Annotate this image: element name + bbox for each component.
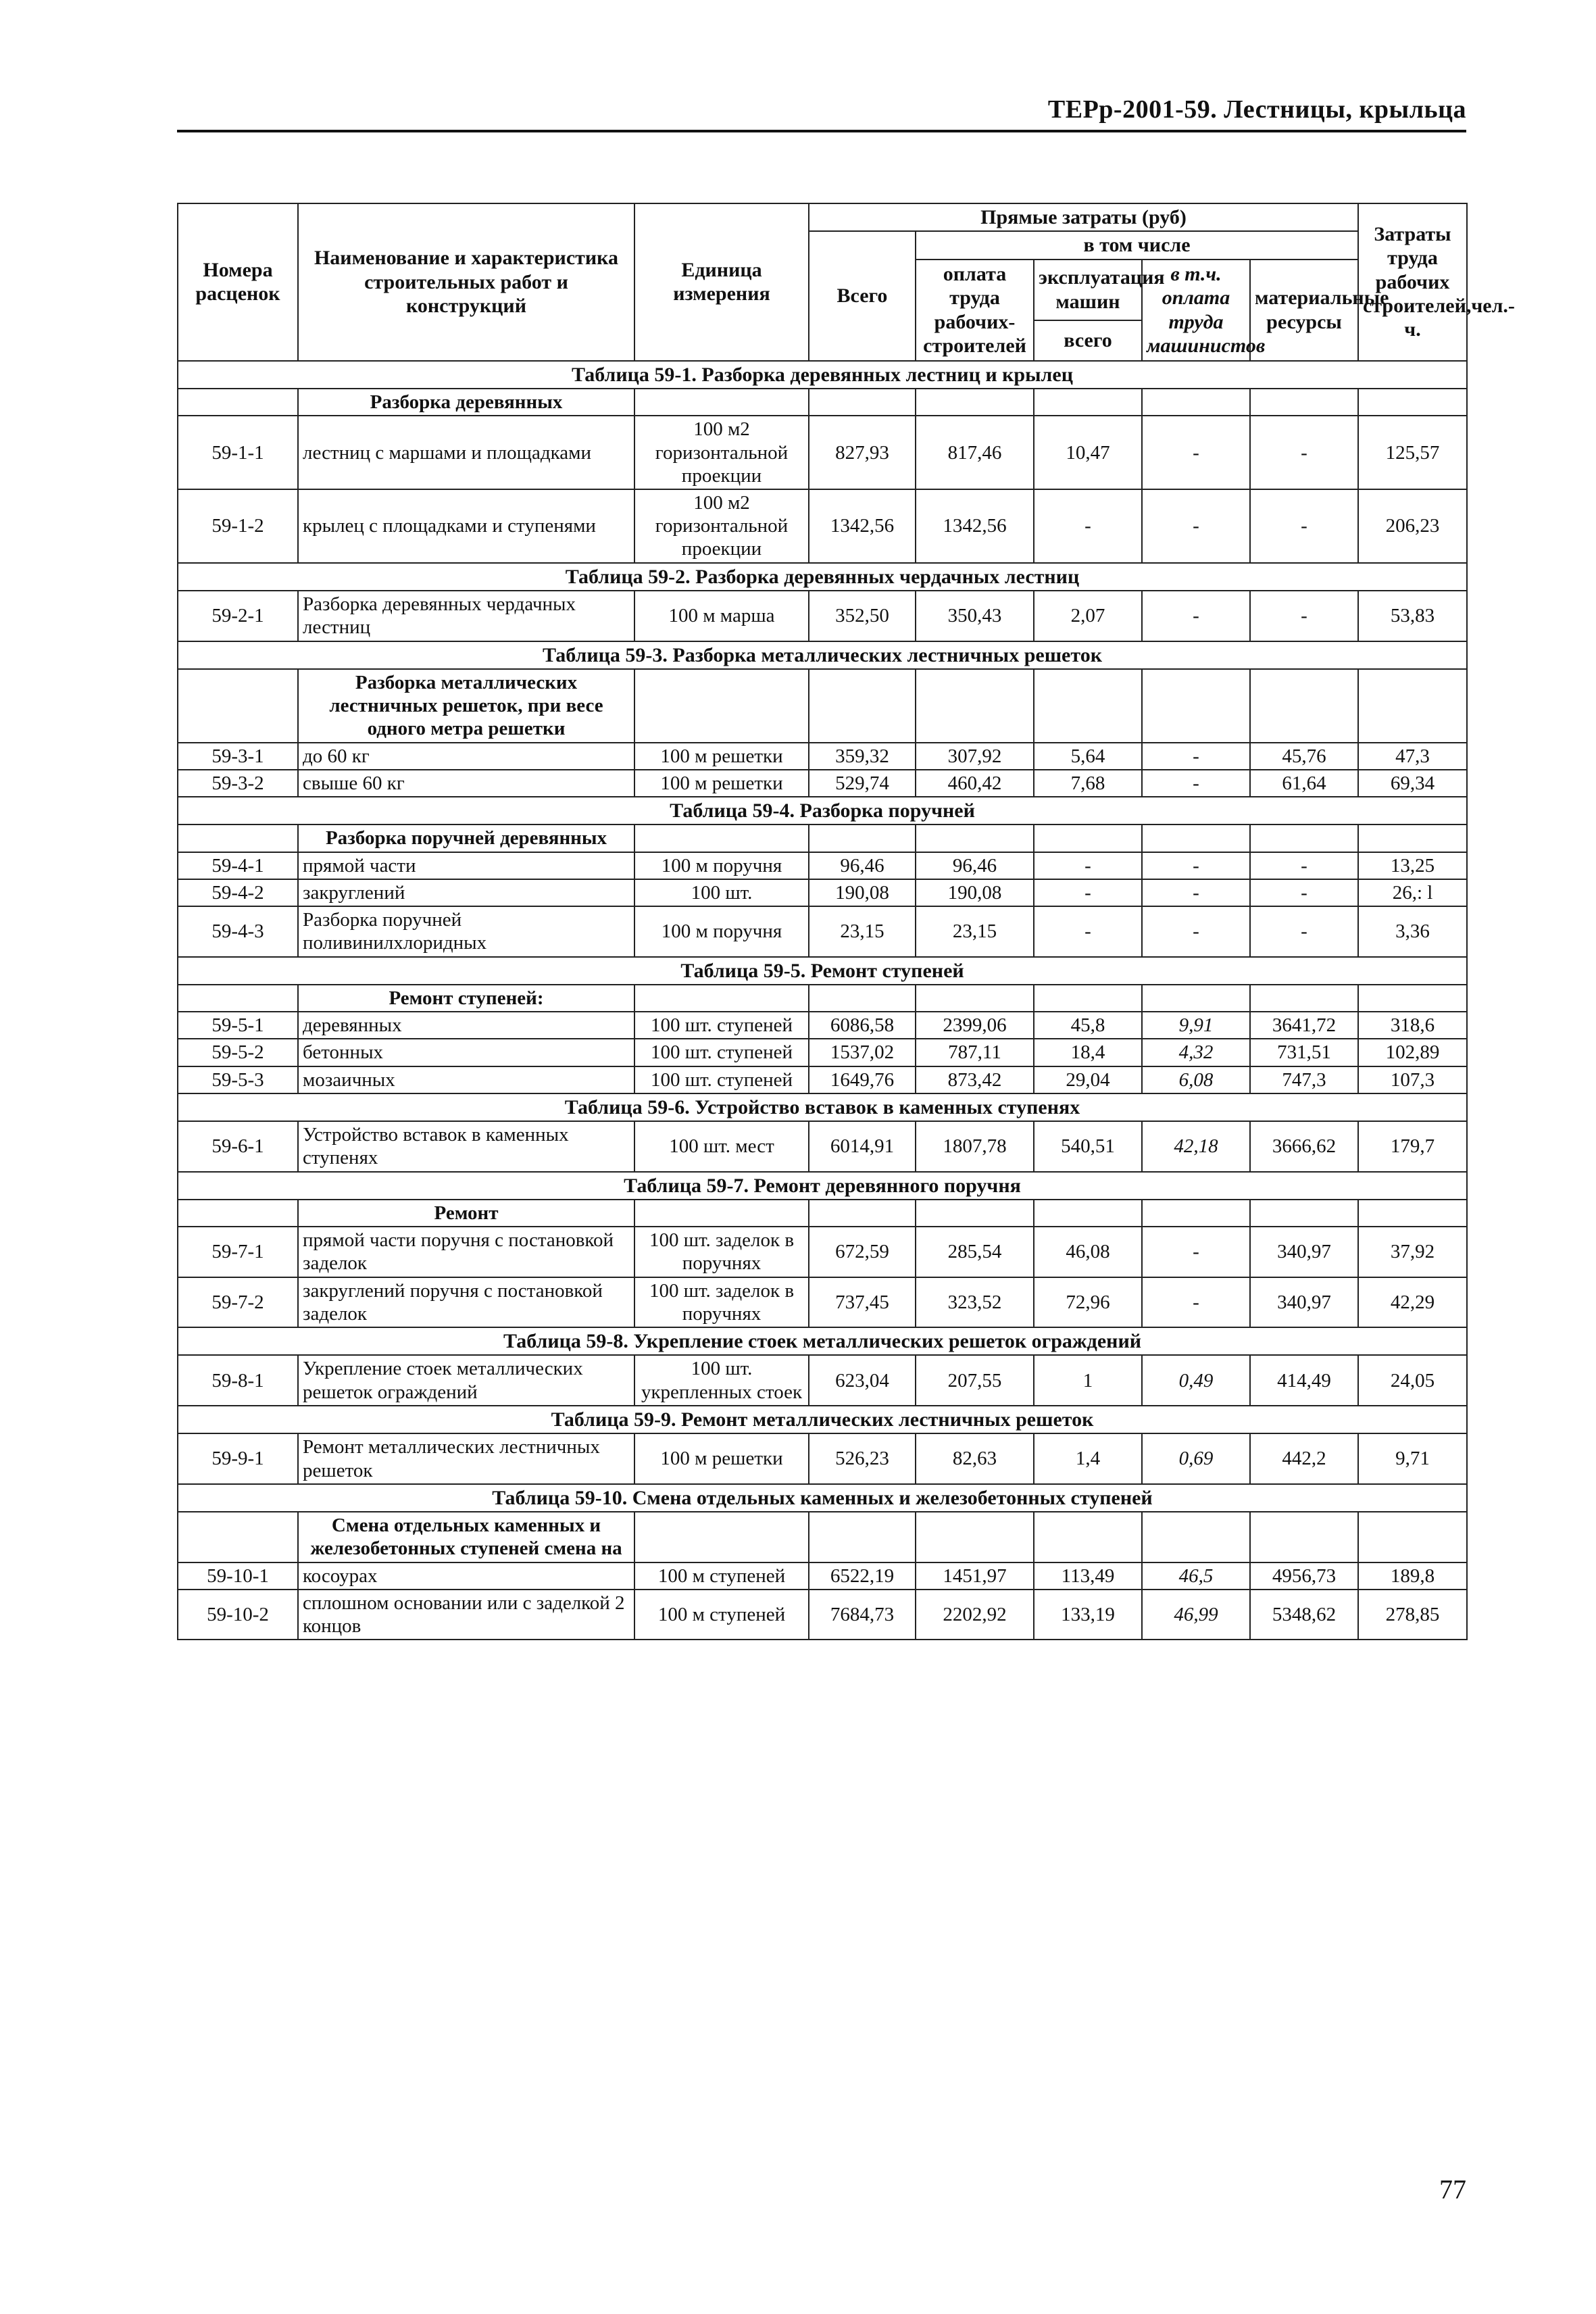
row-name: Разборка поручней поливинилхлоридных: [298, 906, 634, 956]
empty-cell: [1358, 824, 1467, 852]
row-total: 6014,91: [809, 1121, 916, 1171]
empty-cell: [634, 1512, 809, 1562]
section-title-row: [178, 957, 1467, 985]
table-row: [178, 852, 1467, 879]
row-machine-labor: -: [1142, 906, 1250, 956]
row-labor-hours: 179,7: [1358, 1121, 1467, 1171]
row-total: 526,23: [809, 1433, 916, 1483]
row-machine-labor: -: [1142, 489, 1250, 563]
row-unit: 100 м решетки: [634, 1433, 809, 1483]
row-unit: 100 м2 горизонтальной проекции: [634, 489, 809, 563]
row-labor-hours: 47,3: [1358, 743, 1467, 770]
row-name: Разборка деревянных чердачных лестниц: [298, 591, 634, 641]
row-code: 59-3-1: [178, 743, 298, 770]
empty-cell: [1034, 389, 1142, 416]
section-title: Таблица 59-10. Смена отдельных каменных и железобетонных ступеней: [178, 1484, 1467, 1512]
row-machine-total: 2,07: [1034, 591, 1142, 641]
row-name: Укрепление стоек металлических решеток ограждений: [298, 1355, 634, 1405]
empty-cell: [1250, 985, 1358, 1012]
row-labor-pay: 307,92: [916, 743, 1034, 770]
empty-cell: [809, 669, 916, 743]
subheading-row: [178, 824, 1467, 852]
subheading: Ремонт ступеней:: [298, 985, 634, 1012]
row-unit: 100 шт.: [634, 879, 809, 906]
row-machine-total: 46,08: [1034, 1227, 1142, 1277]
empty-cell: [809, 389, 916, 416]
empty-cell: [1358, 669, 1467, 743]
row-labor-hours: 3,36: [1358, 906, 1467, 956]
row-code: 59-8-1: [178, 1355, 298, 1405]
row-name: прямой части поручня с постановкой заделок: [298, 1227, 634, 1277]
row-name: закруглений: [298, 879, 634, 906]
table-row: [178, 1590, 1467, 1640]
row-code: 59-3-2: [178, 770, 298, 797]
row-labor-hours: 69,34: [1358, 770, 1467, 797]
row-machine-total: 72,96: [1034, 1277, 1142, 1327]
row-labor-hours: 102,89: [1358, 1039, 1467, 1066]
row-code: 59-7-2: [178, 1277, 298, 1327]
row-materials: 747,3: [1250, 1066, 1358, 1093]
row-unit: 100 шт. мест: [634, 1121, 809, 1171]
row-labor-pay: 323,52: [916, 1277, 1034, 1327]
row-code: 59-2-1: [178, 591, 298, 641]
row-unit: 100 шт. укрепленных стоек: [634, 1355, 809, 1405]
empty-cell: [1034, 1512, 1142, 1562]
header-labor-pay: оплата труда рабочих-строителей: [916, 260, 1034, 361]
empty-cell: [178, 389, 298, 416]
row-code: 59-9-1: [178, 1433, 298, 1483]
row-labor-hours: 24,05: [1358, 1355, 1467, 1405]
header-machine-op: эксплуатация машин: [1034, 260, 1142, 320]
section-title: Таблица 59-7. Ремонт деревянного поручня: [178, 1172, 1467, 1200]
row-code: 59-4-3: [178, 906, 298, 956]
header-materials: материальные ресурсы: [1250, 260, 1358, 361]
row-materials: 731,51: [1250, 1039, 1358, 1066]
row-total: 23,15: [809, 906, 916, 956]
row-machine-total: -: [1034, 879, 1142, 906]
table-row: [178, 1039, 1467, 1066]
row-labor-hours: 107,3: [1358, 1066, 1467, 1093]
row-code: 59-5-1: [178, 1012, 298, 1039]
section-title-row: [178, 797, 1467, 824]
row-total: 6086,58: [809, 1012, 916, 1039]
row-labor-pay: 1807,78: [916, 1121, 1034, 1171]
row-machine-total: 1: [1034, 1355, 1142, 1405]
empty-cell: [178, 985, 298, 1012]
row-labor-hours: 125,57: [1358, 416, 1467, 489]
section-title: Таблица 59-5. Ремонт ступеней: [178, 957, 1467, 985]
row-unit: 100 м ступеней: [634, 1562, 809, 1590]
row-labor-pay: 350,43: [916, 591, 1034, 641]
row-machine-labor: 9,91: [1142, 1012, 1250, 1039]
row-unit: 100 шт. заделок в поручнях: [634, 1277, 809, 1327]
row-machine-labor: -: [1142, 852, 1250, 879]
row-name: закруглений поручня с постановкой заделок: [298, 1277, 634, 1327]
empty-cell: [634, 824, 809, 852]
table-row: [178, 489, 1467, 563]
row-labor-pay: 2202,92: [916, 1590, 1034, 1640]
row-labor-pay: 96,46: [916, 852, 1034, 879]
table-row: [178, 1066, 1467, 1093]
row-name: мозаичных: [298, 1066, 634, 1093]
empty-cell: [916, 824, 1034, 852]
empty-cell: [1358, 389, 1467, 416]
header-machine-labor: в т.ч. оплата труда машинистов: [1142, 260, 1250, 361]
row-name: прямой части: [298, 852, 634, 879]
empty-cell: [1250, 1200, 1358, 1227]
header-machine-total: всего: [1034, 320, 1142, 361]
row-materials: 442,2: [1250, 1433, 1358, 1483]
row-total: 827,93: [809, 416, 916, 489]
header-including: в том числе: [916, 231, 1358, 259]
row-name: Устройство вставок в каменных ступенях: [298, 1121, 634, 1171]
empty-cell: [1358, 985, 1467, 1012]
row-labor-hours: 53,83: [1358, 591, 1467, 641]
row-machine-labor: 6,08: [1142, 1066, 1250, 1093]
section-title-row: [178, 563, 1467, 591]
row-total: 190,08: [809, 879, 916, 906]
row-labor-pay: 817,46: [916, 416, 1034, 489]
row-name: сплошном основании или с заделкой 2 концов: [298, 1590, 634, 1640]
row-total: 352,50: [809, 591, 916, 641]
empty-cell: [1034, 824, 1142, 852]
row-total: 1342,56: [809, 489, 916, 563]
row-code: 59-10-2: [178, 1590, 298, 1640]
row-code: 59-7-1: [178, 1227, 298, 1277]
row-materials: 4956,73: [1250, 1562, 1358, 1590]
empty-cell: [809, 1200, 916, 1227]
row-unit: 100 шт. ступеней: [634, 1066, 809, 1093]
row-materials: 414,49: [1250, 1355, 1358, 1405]
subheading: Смена отдельных каменных и железобетонных ступеней смена на: [298, 1512, 634, 1562]
empty-cell: [1250, 389, 1358, 416]
empty-cell: [178, 1512, 298, 1562]
row-code: 59-4-1: [178, 852, 298, 879]
row-name: крылец с площадками и ступенями: [298, 489, 634, 563]
empty-cell: [634, 389, 809, 416]
row-code: 59-6-1: [178, 1121, 298, 1171]
empty-cell: [916, 1200, 1034, 1227]
row-total: 529,74: [809, 770, 916, 797]
empty-cell: [916, 1512, 1034, 1562]
row-total: 672,59: [809, 1227, 916, 1277]
table-row: [178, 770, 1467, 797]
section-title: Таблица 59-4. Разборка поручней: [178, 797, 1467, 824]
row-code: 59-5-3: [178, 1066, 298, 1093]
empty-cell: [1250, 1512, 1358, 1562]
row-labor-hours: 189,8: [1358, 1562, 1467, 1590]
section-title: Таблица 59-6. Устройство вставок в каменных ступенях: [178, 1093, 1467, 1121]
row-labor-pay: 1342,56: [916, 489, 1034, 563]
empty-cell: [809, 824, 916, 852]
row-code: 59-1-2: [178, 489, 298, 563]
page-number: 77: [1439, 2174, 1466, 2205]
table-row: [178, 906, 1467, 956]
row-name: бетонных: [298, 1039, 634, 1066]
empty-cell: [178, 669, 298, 743]
row-labor-hours: 13,25: [1358, 852, 1467, 879]
empty-cell: [1034, 985, 1142, 1012]
row-labor-hours: 318,6: [1358, 1012, 1467, 1039]
empty-cell: [178, 1200, 298, 1227]
row-materials: 340,97: [1250, 1277, 1358, 1327]
row-unit: 100 м решетки: [634, 743, 809, 770]
row-unit: 100 м марша: [634, 591, 809, 641]
table-body: [178, 361, 1467, 1640]
empty-cell: [1142, 669, 1250, 743]
row-labor-hours: 26,: l: [1358, 879, 1467, 906]
row-labor-pay: 787,11: [916, 1039, 1034, 1066]
empty-cell: [1142, 1512, 1250, 1562]
row-machine-total: -: [1034, 906, 1142, 956]
row-machine-labor: 4,32: [1142, 1039, 1250, 1066]
row-name: деревянных: [298, 1012, 634, 1039]
row-labor-pay: 190,08: [916, 879, 1034, 906]
subheading-row: [178, 1512, 1467, 1562]
subheading: Разборка металлических лестничных решеток, при весе одного метра решетки: [298, 669, 634, 743]
row-unit: 100 м2 горизонтальной проекции: [634, 416, 809, 489]
row-materials: -: [1250, 906, 1358, 956]
row-machine-labor: -: [1142, 743, 1250, 770]
row-machine-labor: -: [1142, 1277, 1250, 1327]
table-row: [178, 1355, 1467, 1405]
row-machine-total: 540,51: [1034, 1121, 1142, 1171]
row-machine-total: 113,49: [1034, 1562, 1142, 1590]
row-machine-labor: -: [1142, 591, 1250, 641]
row-materials: -: [1250, 489, 1358, 563]
subheading: Разборка деревянных: [298, 389, 634, 416]
empty-cell: [1142, 389, 1250, 416]
empty-cell: [916, 389, 1034, 416]
section-title-row: [178, 1093, 1467, 1121]
table-header: [178, 203, 1515, 361]
row-materials: -: [1250, 879, 1358, 906]
section-title-row: [178, 361, 1467, 389]
table-row: [178, 1012, 1467, 1039]
row-code: 59-5-2: [178, 1039, 298, 1066]
row-code: 59-10-1: [178, 1562, 298, 1590]
row-total: 96,46: [809, 852, 916, 879]
empty-cell: [634, 985, 809, 1012]
row-unit: 100 м поручня: [634, 906, 809, 956]
empty-cell: [916, 669, 1034, 743]
row-materials: 5348,62: [1250, 1590, 1358, 1640]
row-total: 623,04: [809, 1355, 916, 1405]
row-unit: 100 шт. ступеней: [634, 1012, 809, 1039]
row-machine-total: 5,64: [1034, 743, 1142, 770]
subheading-row: [178, 1200, 1467, 1227]
row-unit: 100 шт. ступеней: [634, 1039, 809, 1066]
row-labor-pay: 285,54: [916, 1227, 1034, 1277]
section-title-row: [178, 1406, 1467, 1433]
subheading: Разборка поручней деревянных: [298, 824, 634, 852]
row-machine-total: 1,4: [1034, 1433, 1142, 1483]
header-rule: [177, 130, 1466, 132]
empty-cell: [634, 669, 809, 743]
row-labor-hours: 206,23: [1358, 489, 1467, 563]
table-row: [178, 1433, 1467, 1483]
row-labor-pay: 1451,97: [916, 1562, 1034, 1590]
section-title: Таблица 59-3. Разборка металлических лестничных решеток: [178, 641, 1467, 669]
row-materials: -: [1250, 852, 1358, 879]
row-machine-total: 10,47: [1034, 416, 1142, 489]
section-title-row: [178, 1172, 1467, 1200]
empty-cell: [1250, 669, 1358, 743]
table-row: [178, 1562, 1467, 1590]
empty-cell: [1250, 824, 1358, 852]
row-code: 59-1-1: [178, 416, 298, 489]
row-name: до 60 кг: [298, 743, 634, 770]
empty-cell: [1358, 1200, 1467, 1227]
row-total: 1537,02: [809, 1039, 916, 1066]
header-labor-cost: Затраты труда рабочих строителей,чел.-ч.: [1358, 203, 1467, 361]
row-labor-pay: 23,15: [916, 906, 1034, 956]
row-labor-hours: 278,85: [1358, 1590, 1467, 1640]
row-machine-labor: 46,5: [1142, 1562, 1250, 1590]
row-total: 1649,76: [809, 1066, 916, 1093]
row-labor-pay: 82,63: [916, 1433, 1034, 1483]
row-materials: -: [1250, 416, 1358, 489]
table-row: [178, 1227, 1467, 1277]
subheading-row: [178, 669, 1467, 743]
row-machine-total: 133,19: [1034, 1590, 1142, 1640]
empty-cell: [178, 824, 298, 852]
running-head: ТЕРр-2001-59. Лестницы, крыльца: [1047, 95, 1466, 124]
section-title-row: [178, 1484, 1467, 1512]
row-unit: 100 шт. заделок в поручнях: [634, 1227, 809, 1277]
row-machine-total: 29,04: [1034, 1066, 1142, 1093]
row-machine-labor: -: [1142, 1227, 1250, 1277]
table-row: [178, 1121, 1467, 1171]
header-code: Номера расценок: [178, 203, 298, 361]
table-row: [178, 879, 1467, 906]
price-table: [177, 203, 1515, 1640]
header-name: Наименование и характеристика строительных работ и конструкций: [298, 203, 634, 361]
row-labor-pay: 460,42: [916, 770, 1034, 797]
empty-cell: [1142, 824, 1250, 852]
empty-cell: [634, 1200, 809, 1227]
row-unit: 100 м решетки: [634, 770, 809, 797]
row-machine-labor: -: [1142, 416, 1250, 489]
empty-cell: [1142, 1200, 1250, 1227]
row-total: 359,32: [809, 743, 916, 770]
row-total: 7684,73: [809, 1590, 916, 1640]
row-machine-total: 45,8: [1034, 1012, 1142, 1039]
row-materials: 45,76: [1250, 743, 1358, 770]
section-title: Таблица 59-1. Разборка деревянных лестниц и крылец: [178, 361, 1467, 389]
row-name: свыше 60 кг: [298, 770, 634, 797]
section-title: Таблица 59-9. Ремонт металлических лестничных решеток: [178, 1406, 1467, 1433]
subheading: Ремонт: [298, 1200, 634, 1227]
row-name: Ремонт металлических лестничных решеток: [298, 1433, 634, 1483]
section-title-row: [178, 1327, 1467, 1355]
row-machine-labor: -: [1142, 879, 1250, 906]
header-unit: Единица измерения: [634, 203, 809, 361]
row-machine-total: 18,4: [1034, 1039, 1142, 1066]
row-name: лестниц с маршами и площадками: [298, 416, 634, 489]
empty-cell: [916, 985, 1034, 1012]
header-total: Всего: [809, 231, 916, 360]
row-materials: 340,97: [1250, 1227, 1358, 1277]
row-unit: 100 м поручня: [634, 852, 809, 879]
row-labor-hours: 37,92: [1358, 1227, 1467, 1277]
subheading-row: [178, 985, 1467, 1012]
row-materials: 61,64: [1250, 770, 1358, 797]
section-title: Таблица 59-2. Разборка деревянных чердачных лестниц: [178, 563, 1467, 591]
row-unit: 100 м ступеней: [634, 1590, 809, 1640]
row-labor-pay: 2399,06: [916, 1012, 1034, 1039]
section-title-row: [178, 641, 1467, 669]
row-labor-hours: 9,71: [1358, 1433, 1467, 1483]
empty-cell: [1034, 1200, 1142, 1227]
table-row: [178, 591, 1467, 641]
row-total: 6522,19: [809, 1562, 916, 1590]
row-machine-labor: 0,49: [1142, 1355, 1250, 1405]
row-labor-hours: 42,29: [1358, 1277, 1467, 1327]
row-code: 59-4-2: [178, 879, 298, 906]
section-title: Таблица 59-8. Укрепление стоек металлических решеток ограждений: [178, 1327, 1467, 1355]
subheading-row: [178, 389, 1467, 416]
row-name: косоурах: [298, 1562, 634, 1590]
row-labor-pay: 207,55: [916, 1355, 1034, 1405]
row-machine-labor: 42,18: [1142, 1121, 1250, 1171]
row-machine-total: -: [1034, 489, 1142, 563]
empty-cell: [809, 1512, 916, 1562]
row-materials: -: [1250, 591, 1358, 641]
row-machine-labor: -: [1142, 770, 1250, 797]
row-machine-labor: 0,69: [1142, 1433, 1250, 1483]
empty-cell: [809, 985, 916, 1012]
table-row: [178, 416, 1467, 489]
empty-cell: [1034, 669, 1142, 743]
table-row: [178, 743, 1467, 770]
row-labor-pay: 873,42: [916, 1066, 1034, 1093]
row-materials: 3641,72: [1250, 1012, 1358, 1039]
row-machine-total: -: [1034, 852, 1142, 879]
header-direct-costs: Прямые затраты (руб): [809, 203, 1358, 231]
row-machine-total: 7,68: [1034, 770, 1142, 797]
row-machine-labor: 46,99: [1142, 1590, 1250, 1640]
empty-cell: [1142, 985, 1250, 1012]
table-row: [178, 1277, 1467, 1327]
row-total: 737,45: [809, 1277, 916, 1327]
row-materials: 3666,62: [1250, 1121, 1358, 1171]
empty-cell: [1358, 1512, 1467, 1562]
